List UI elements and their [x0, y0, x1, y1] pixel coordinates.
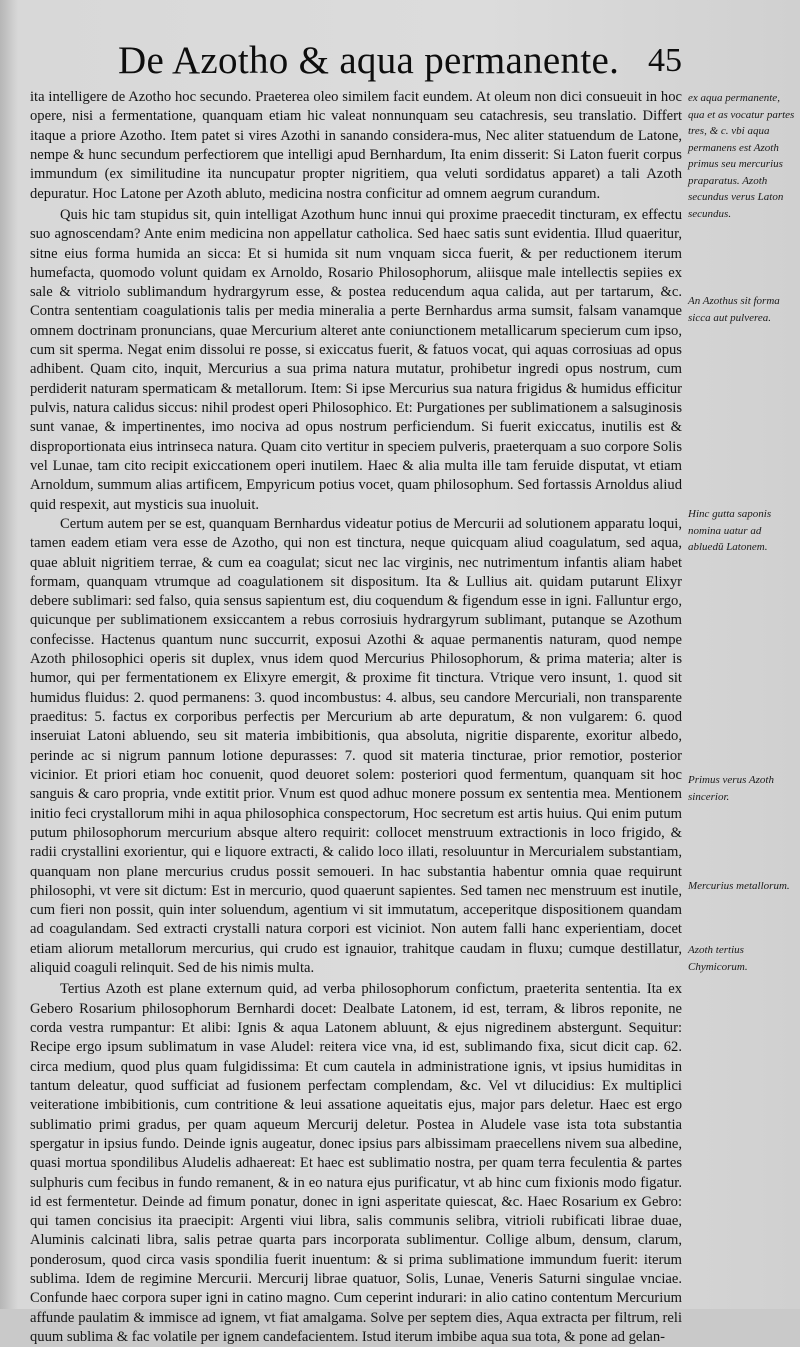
margin-note: Mercurius metallorum. [688, 880, 790, 892]
paragraph: ita intelligere de Azotho hoc secundo. Praeterea oleo similem facit eundem. At oleum non dici consueuit in hoc opere, nisi a fermentatione, quanquam etiam hic valeat nonnunquam seu catachresis, seu translatio. Differt itaque a priore Azotho. Item patet si vires Azothi in sanando considera-mus, Nec aliter statuendum de Latone, nempe & hunc secundum perfectiorem que intelligi apud Bernhardum, Ita enim disserit: Si Laton fuerit corpus immundum (ex similitudine ita nuncupatur propter nigritiem, qua veluti sordidatus apparet) a tali Azoth depuratur. Hoc Latone per Azoth abluto, medicina nostra conficitur ad omnem aegrum curandum. [30, 89, 682, 202]
page-title: De Azotho & aqua permanente. [118, 39, 620, 82]
paragraph: Tertius Azoth est plane externum quid, ad verba philosophorum confictum, praeterita sententia. Ita ex Gebero Rosarium philosophorum Bernhardi docet: Dealbate Latonem, id est, terram, & libros reponite, ne corda vestra rumpantur: Et alibi: Ignis & aqua Latonem abluunt, & ejus nigredinem abstergunt. Sequitur: Recipe ergo ipsum sublimatum in vase Aludel: reitera vice vna, id est, sublimando fixa, sicut dicit cap. 62. circa medium, quod plus quam fulgidissima: Et cum cautela in administratione ignis, vt ipsius humiditas in tantum deleatur, quod sufficiat ad fusionem perfectam complendam, &c. Vel vt dilucidius: Ex multiplici veiteratione imbibitionis, cum contritione & leui assatione aqueitatis ejus, major pars deletur. Haec est ergo sublimatio primi gradus, per quam aqueum Mercurij deletur. Postea in Aludele vase ista tota substantia spergatur in ipsius fundo. Deinde ignis augeatur, donec ipsius pars albissimam praecellens nivem sua albedine, quasi mortua spondilibus Aludelis adhaereat: Et haec est sublimatio nostra, per quam terra feculentia & partes sulphuris cum fecibus in fundo remanent, & in eo natura ejus purificatur, vt ab hinc cum fixionis modo figatur. id est fermentetur. Deinde ad fimum ponatur, donec in igni asperitate quiescat, &c. Haec Rosarium ex Gebro: qui tamen concisius ita praecipit: Argenti viui libra, salis communis selibra, vitrioli rubificati librae duae, Aluminis calcinati libra, salis petrae quarta pars incorporata sublimentur. Collige album, densum, clarum, ponderosum, quod circa vasis spondilia fuerit inuentum: & si prima sublimatione immundum fuerit: iterum sublima. Idem de regimine Mercurii. Mercurij librae quatuor, Solis, Lunae, Veneris Saturni singulae vnciae. Confunde haec corpora super igni in catino magno. Cum ceperint indurari: in alio catino contentum Mercurium affunde paulatim & immisce ad ignem, vt fiat amalgama. Solve per septem dies, Aqua extracta per filtrum, reli quum sublima & fac volatile per ignem candefacientem. Istud iterum imbibe aqua sua tota, & pone ad gelan- [30, 981, 682, 1345]
margin-note: ex aqua permanente, qua et as vocatur partes tres, & c. vbi aqua permanens est Azoth primus seu mercurius praparatus. Azoth secundus verus Laton secundus. [688, 92, 795, 220]
paragraph: Certum autem per se est, quanquam Bernhardus videatur potius de Mercurii ad solutionem apparatu loqui, tamen eadem etiam vera esse de Azotho, qui non est tinctura, neque quicquam aliud coagulatum, sed aqua, quae abluit nigritiem terrae, & cum ea coagulat; sicut nec lac virginis, nec nutrimentum infantis aliam habet formam, quanquam vtrumque ad coagulationem sit dispositum. Ita & Lullius ait. quidam putarunt Elixyr debere sublimari: sed falso, quia sensus sapientum est, diu coquendum & figendum esse in igni. Falluntur ergo, quicunque per sublimationem exsiccantem a rebus corrosiuis hydrargyrum sublimant, putanque se Azothum confecisse. Hactenus quantum nunc succurrit, exposui Azothi & aquae permanentis naturam, quod nempe Azoth philosophici operis sit duplex, vnus idem quod Mercurius Philosophorum, & prima materia; alter is humor, qui per fermentationem ex Elixyre emergit, & proxime fit tinctura. Vtrique vero insunt, 1. quod sit humidus fluidus: 2. quod permanens: 3. quod incombustus: 4. albus, seu candore Mercuriali, non transparente praeditus: 5. factus ex corporibus perfectis per Mercurium ab arte depuratum, & non vulgarem: 6. quod inseruiat Latoni abluendo, seu sit materia imbibitionis, qua absoluta, nigritie disparente, exoritur albedo, perinde ac si nigrum pannum lotione depurasses: 7. quod sit materia tincturae, prior remotior, posterior vicinior. Et priori etiam hoc conuenit, quod deuoret solem: posteriori quod fermentum, quanquam sit hoc sanguis & caro propria, vnde extitit prior. Vnum est quod adhuc monere possum ex sententia mea. Mentionem initio feci crystallorum mihi in aqua philosophica conspectorum, Hoc secretum est artis huius. Qui enim putum putum philosophorum mercurium absque altero requirit: collocet menstruum extractionis in loco frigido, & radii crystallini exorientur, qui e liquore extracti, & calido loco illati, resoluuntur in Mercurialem substantiam, quanquam non plane mercurius crudus possit semoueri. In hac substantia habentur omnia quae requirunt philosophi, vt vere sit dictum: Est in mercurio, quod quaerunt sapientes. Sed tamen nec menstruum est inutile, cum fieri non possit, quin inter soluendum, agentium vi sit immutatum, acceperitque dispositionem quandam ad coagulandam. Sed extracti crystalli natura corpori est viciniot. Non autem falli hanc experientiam, docet etiam aliorum metallorum mercurius, qui crudo est ignauior, trahitque caudam in fluxu; cumque destillatur, aliquid coaguli relinquit. Sed de his nimis multa. [30, 515, 682, 977]
paragraph: Quis hic tam stupidus sit, quin intelligat Azothum hunc innui qui proxime praecedit tincturam, ex effectu suo agnoscendam? Ante enim medicina non appellatur catholica. Sed haec satis sunt evidentia. Illud quaeritur, sitne eius forma humida an sicca: Et si humida sit num vnquam sicca fuerit, & per reductionem iterum humefacta, quomodo volunt quidam ex Arnoldo, Rosario Philosophorum, aliisque male intellectis sepiies ex sale & vitriolo sublimandum hydrargyrum esse, & postea reducendum aqua calida, aut per tartarum, &c. Contra sententiam coagulationis talis per media mineralia a perte Bernhardus arma sumsit, falsam vanamque omnem doctrinam pronuncians, quae Mercurium alteret ante coniunctionem metallicarum specierum cum ipso, cum sit sperma. Negat enim dissolui re posse, si exiccatus fuerit, & fatuos vocat, qui aquas corrosiuas ad opus adhibent. Quam cito, inquit, Mercurius a sua prima natura mutatur, prohibetur ingredi opus nostrum, cum perdiderit naturam spermaticam & metallorum. Item: Si ipse Mercurius sua natura frigidus & humidus efficitur pulvis, natura calidus siccus: nihil prodest operi Philosophico. Et: Purgationes per sublimationem a salsuginosis sunt vanae, & impertinentes, imo nociva ad opus nostrum perficiendum. Si fuerit exiccatus, inutilis est & disproportionata eius intrinseca natura. Quam cito vertitur in speciem pulveris, praeterquam a suo corpore Solis vel Lunae, tam cito recipit exiccationem operi inutilem. Haec & alia multa ille tam feruide disputat, vt etiam Arnoldum, summum alias artificem, Empyricum potius vocet, quam philosophum. Sed fortassis Arnoldus aliud quid respexit, aut mysticis sua inuoluit. [30, 206, 682, 513]
margin-note: Hinc gutta saponis nomina uatur ad abluedū Latonem. [688, 508, 772, 553]
main-text-column [30, 88, 682, 1345]
running-head [0, 38, 800, 90]
margin-notes [688, 88, 798, 1298]
margin-note: Primus verus Azoth sincerior. [688, 774, 774, 803]
margin-note: An Azothus sit forma sicca aut pulverea. [688, 295, 780, 324]
margin-note: Azoth tertius Chymicorum. [688, 944, 748, 973]
page-number: 45 [648, 42, 682, 79]
